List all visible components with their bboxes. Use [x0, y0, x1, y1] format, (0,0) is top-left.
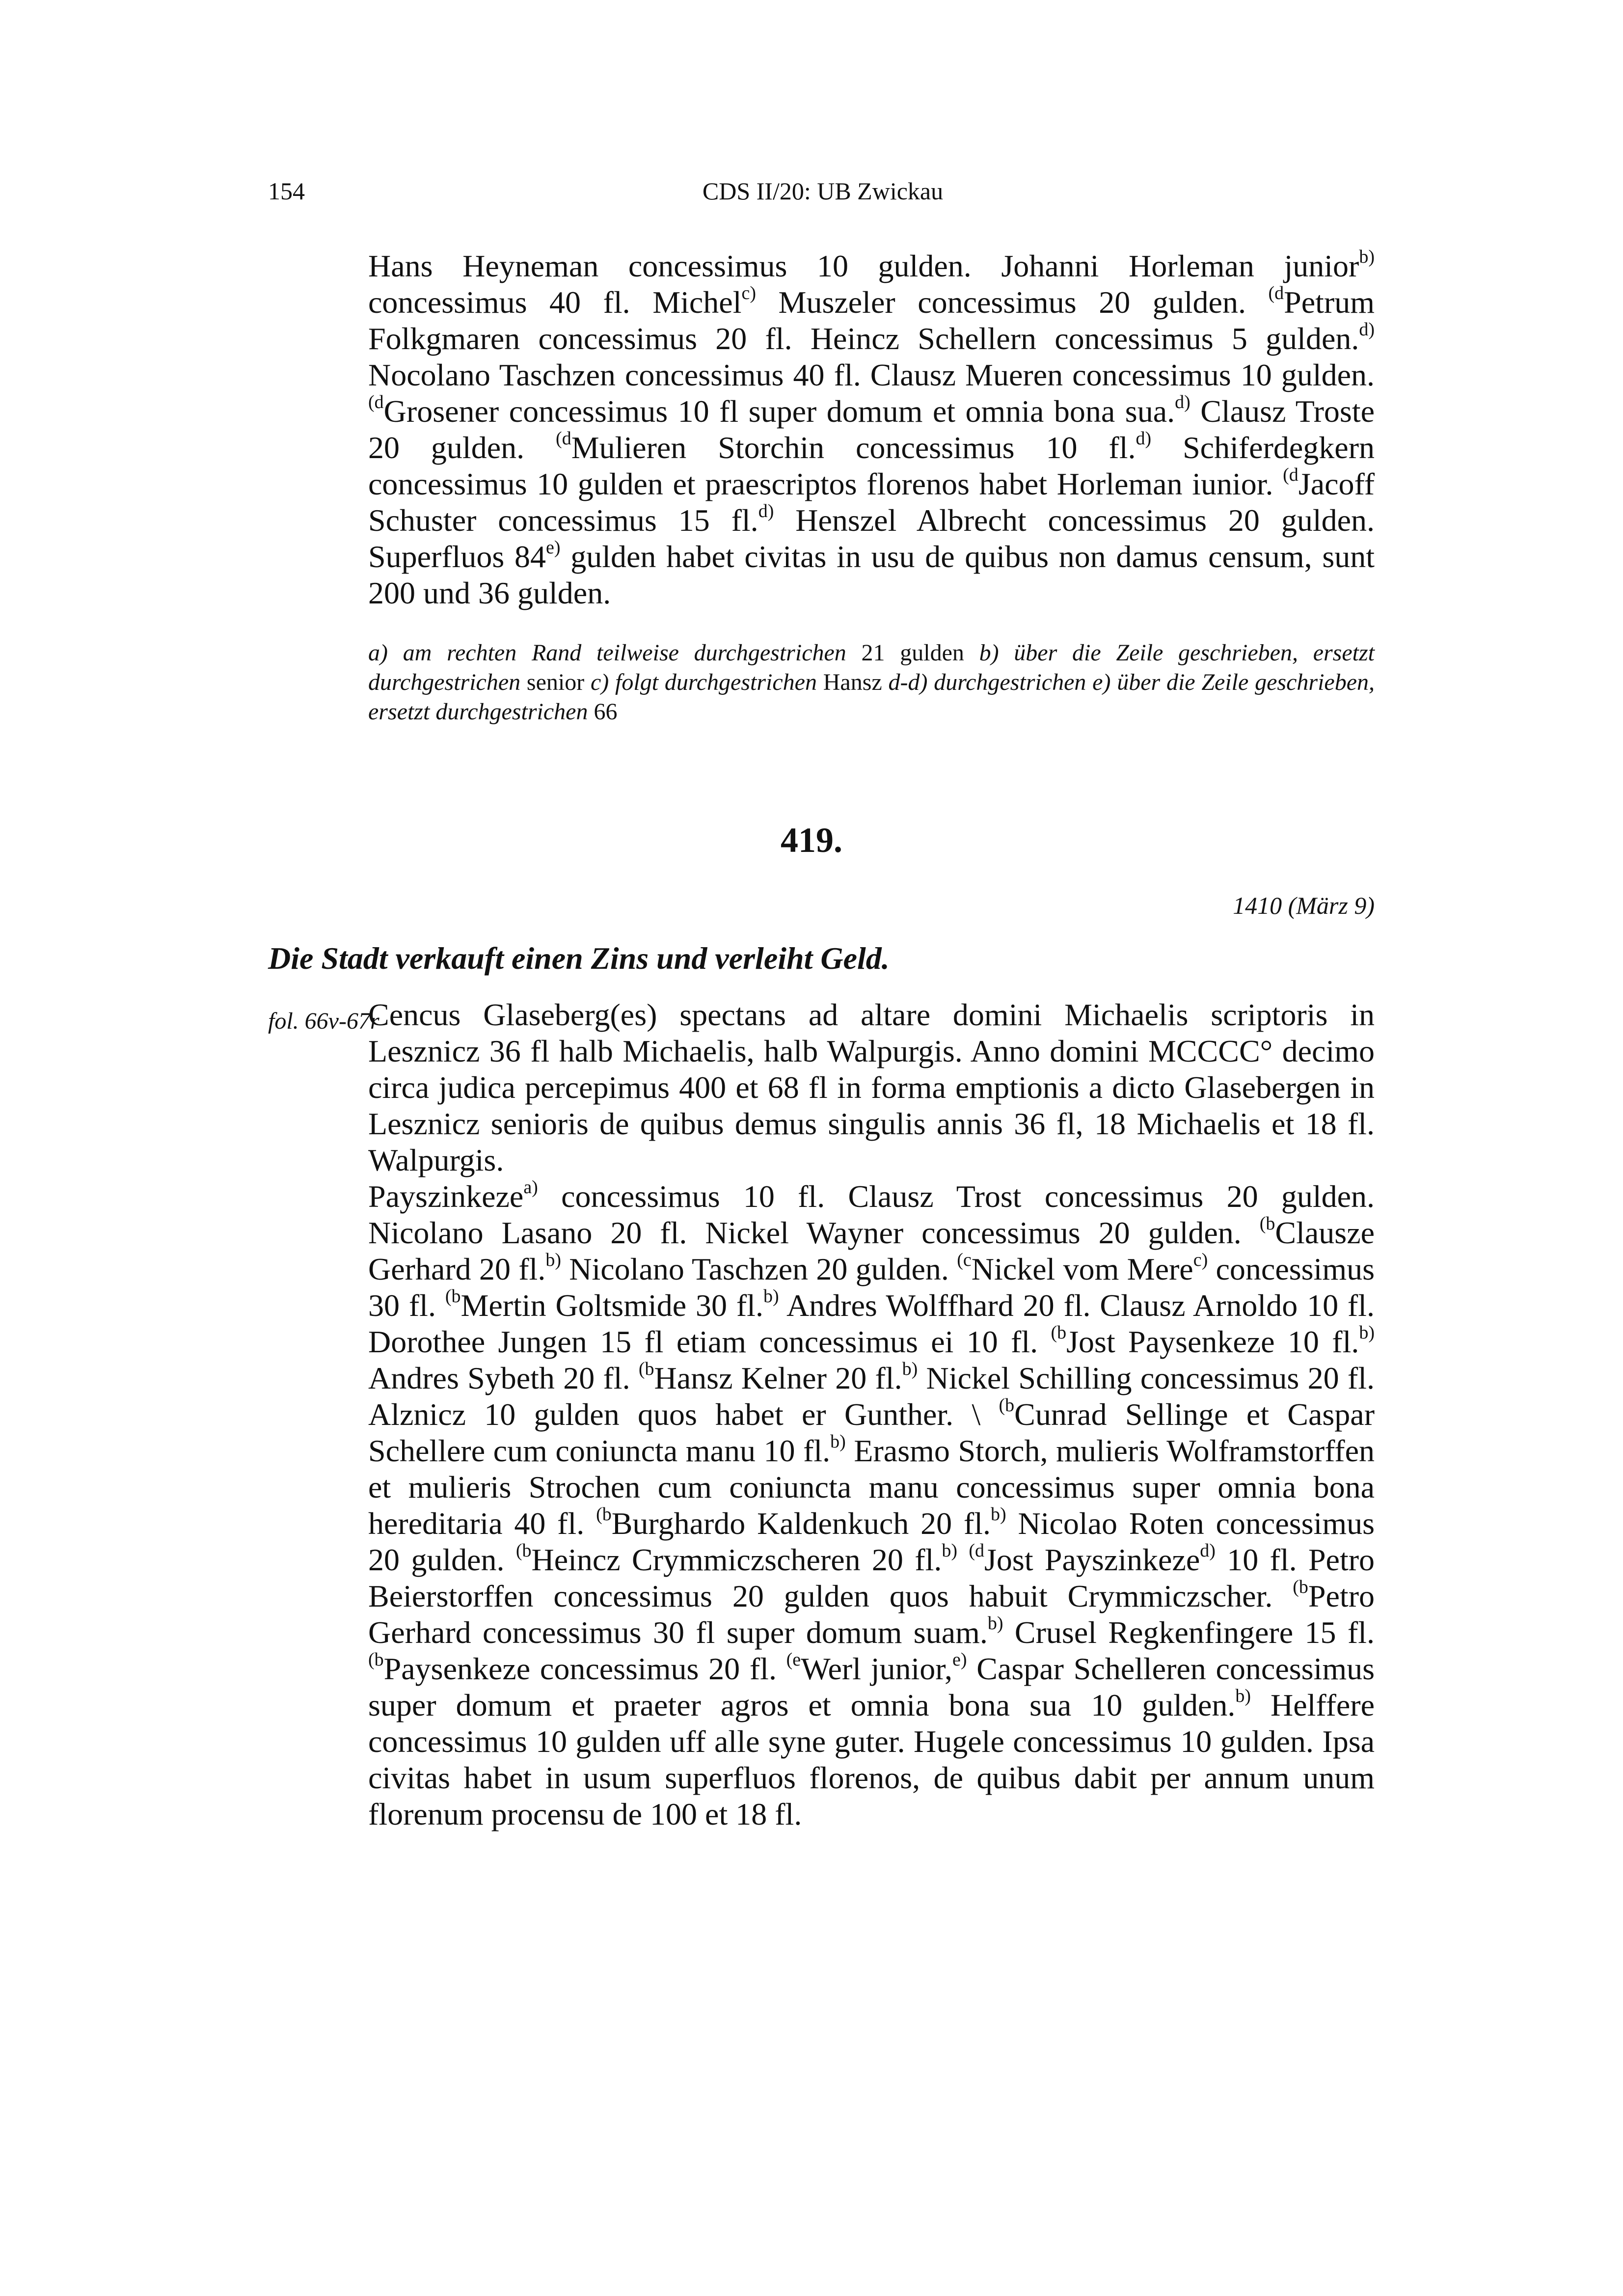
text-run: Petrum Folkgmaren concessimus 20 fl. Heincz Schellern concessimus 5 gulden.	[368, 285, 1375, 356]
text-run: Henszel Albrecht concessimus 20 gulden. Superfluos 84	[368, 503, 1375, 574]
text-run: Nicolano Taschzen 20 gulden.	[561, 1252, 957, 1286]
footnote-marker: b)	[902, 1359, 918, 1379]
footnote-marker: d)	[1200, 1540, 1216, 1561]
footnote-marker: (b	[515, 1540, 532, 1561]
footnote-marker: (d	[556, 428, 571, 449]
footnote-marker: (b	[596, 1504, 612, 1525]
footnote-marker: d)	[758, 501, 774, 521]
footnote-marker: b)	[1359, 1322, 1375, 1343]
text-run: senior	[526, 669, 591, 695]
text-run: Jost Paysenkeze 10 fl.	[1066, 1324, 1359, 1359]
paragraph	[368, 248, 1375, 611]
footnote-marker: (b	[1293, 1577, 1308, 1597]
footnote-marker: (d	[969, 1540, 984, 1561]
text-run: Helffere concessimus 10 gulden uff alle syne guter. Hugele concessimus 10 gulden. Ipsa civitas habet in usum superfluos florenos, de quibus dabit per annum unum florenum procensu de 100 et 18 fl.	[368, 1688, 1375, 1831]
text-run: concessimus 30 fl.	[368, 1252, 1375, 1323]
text-run: 66	[594, 699, 618, 725]
footnote-marker: b)	[545, 1250, 561, 1270]
running-head: CDS II/20: UB Zwickau	[702, 177, 944, 205]
text-run: Jacoff Schuster concessimus 15 fl.	[368, 466, 1375, 538]
text-run: Nickel vom Mere	[971, 1252, 1193, 1286]
footnote-marker: b)	[1235, 1686, 1251, 1706]
text-run: Heincz Crymmiczscheren 20 fl.	[531, 1542, 942, 1577]
text-run: Hans Heyneman concessimus 10 gulden. Johanni Horleman junior	[368, 248, 1359, 283]
footnote-marker: b)	[763, 1286, 779, 1307]
text-run: Clausze Gerhard 20 fl.	[368, 1215, 1375, 1286]
italic-text: a) am rechten Rand teilweise durchgestrichen	[368, 640, 862, 666]
text-run: Payszinkeze	[368, 1179, 524, 1214]
text-run: Werl junior,	[801, 1651, 952, 1686]
text-run: concessimus 40 fl. Michel	[368, 285, 742, 320]
footnote-marker: b)	[991, 1504, 1006, 1525]
text-run: Cencus Glaseberg(es) spectans ad altare domini Michaelis scriptoris in Lesznicz 36 fl halb Michaelis, halb Walpurgis. Anno domini MCCCC° decimo circa judica percepimus 400 et 68 fl in forma emptionis a dicto Glasebergen in Lesznicz senioris de quibus demus singulis annis 36 fl, 18 Michaelis et 18 fl. Walpurgis.	[368, 997, 1375, 1177]
footnote-marker: d)	[1136, 428, 1152, 449]
italic-text: d-d) durchgestrichen e) über die Zeile geschrieben, ersetzt durchgestrichen	[368, 669, 1375, 725]
footnote-marker: e)	[546, 537, 561, 558]
footnote-marker: b)	[987, 1613, 1003, 1634]
text-run: Burghardo Kaldenkuch 20 fl.	[611, 1506, 991, 1541]
text-run: Nickel Schilling concessimus 20 fl. Alznicz 10 gulden quos habet er Gunther. \	[368, 1361, 1375, 1432]
text-run: Caspar Schelleren concessimus super domum et praeter agros et omnia bona sua 10 gulden.	[368, 1651, 1375, 1722]
text-run: Schiferdegkern concessimus 10 gulden et praescriptos florenos habet Horleman iunior.	[368, 430, 1375, 501]
italic-text: c) folgt durchgestrichen	[591, 669, 823, 695]
page-header	[268, 177, 1378, 216]
continued-text-block	[368, 248, 1375, 611]
text-run: Petro Gerhard concessimus 30 fl super domum suam.	[368, 1579, 1375, 1650]
text-run: concessimus 10 fl. Clausz Trost concessimus 20 gulden. Nicolano Lasano 20 fl. Nickel Wayner concessimus 20 gulden.	[368, 1179, 1375, 1250]
footnote-marker: d)	[1359, 319, 1375, 340]
text-run: Cunrad Sellinge et Caspar Schellere cum coniuncta manu 10 fl.	[368, 1397, 1375, 1468]
text-run: Paysenkeze concessimus 20 fl.	[383, 1651, 786, 1686]
document-text-block	[368, 997, 1375, 1832]
document-title: Die Stadt verkauft einen Zins und verleiht Geld.	[268, 941, 890, 976]
text-run: Clausz Troste 20 gulden.	[368, 394, 1375, 465]
text-run: Hansz	[823, 669, 889, 695]
footnote-marker: c)	[741, 283, 756, 303]
footnote-marker: b)	[830, 1431, 846, 1452]
text-run: Crusel Regkenfingere 15 fl.	[1003, 1615, 1375, 1650]
footnote-marker: c)	[1193, 1250, 1208, 1270]
text-run: Muszeler concessimus 20 gulden.	[756, 285, 1269, 320]
footnote-marker: (d	[1268, 283, 1284, 303]
paragraph	[368, 997, 1375, 1178]
critical-apparatus	[368, 638, 1375, 727]
footnote-marker: e)	[952, 1649, 967, 1670]
footnote-marker: (d	[1283, 465, 1298, 485]
footnote-marker: b)	[1359, 246, 1375, 267]
document-number: 419.	[781, 820, 842, 860]
text-run: Grosener concessimus 10 fl super domum et omnia bona sua.	[383, 394, 1175, 429]
text-run: 10 fl. Petro Beierstorffen concessimus 20 gulden quos habuit Crymmiczscher.	[368, 1542, 1375, 1613]
text-run: 21 gulden	[861, 640, 979, 666]
footnote-marker: (b	[368, 1649, 384, 1670]
text-run: Andres Sybeth 20 fl.	[368, 1361, 639, 1395]
footnote-paragraph	[368, 638, 1375, 727]
footnote-marker: d)	[1175, 392, 1190, 412]
footnote-marker: a)	[523, 1177, 538, 1198]
page-number: 154	[268, 177, 305, 205]
text-run: Andres Wolffhard 20 fl. Clausz Arnoldo 10 fl. Dorothee Jungen 15 fl etiam concessimus ei 10 fl.	[368, 1288, 1375, 1359]
paragraph	[368, 1178, 1375, 1832]
footnote-marker: (e	[786, 1649, 801, 1670]
footnote-marker: (b	[445, 1286, 461, 1307]
italic-text: b) über die Zeile geschrieben, ersetzt durchgestrichen	[368, 640, 1375, 695]
text-run: Nicolao Roten concessimus 20 gulden.	[368, 1506, 1375, 1577]
document-date: 1410 (März 9)	[1233, 892, 1375, 919]
text-run: Hansz Kelner 20 fl.	[654, 1361, 902, 1395]
text-run: Mulieren Storchin concessimus 10 fl.	[571, 430, 1136, 465]
footnote-marker: (b	[1051, 1322, 1067, 1343]
text-run: gulden habet civitas in usu de quibus non damus censum, sunt 200 und 36 gulden.	[368, 539, 1375, 610]
text-run: Nocolano Taschzen concessimus 40 fl. Clausz Mueren concessimus 10 gulden.	[368, 357, 1375, 392]
text-run: Jost Payszinkeze	[984, 1542, 1200, 1577]
text-run: Erasmo Storch, mulieris Wolframstorffen et mulieris Strochen cum coniuncta manu concessimus super omnia bona hereditaria 40 fl.	[368, 1433, 1375, 1541]
footnote-marker: (b	[638, 1359, 654, 1379]
footnote-marker: b)	[942, 1540, 958, 1561]
text-run: Mertin Goltsmide 30 fl.	[460, 1288, 763, 1323]
footnote-marker: (b	[1259, 1213, 1275, 1234]
footnote-marker: (c	[957, 1250, 972, 1270]
text-run	[957, 1542, 969, 1577]
footnote-marker: (d	[368, 392, 384, 412]
footnote-marker: (b	[999, 1395, 1015, 1416]
folio-reference: fol. 66v-67r	[268, 1008, 379, 1034]
